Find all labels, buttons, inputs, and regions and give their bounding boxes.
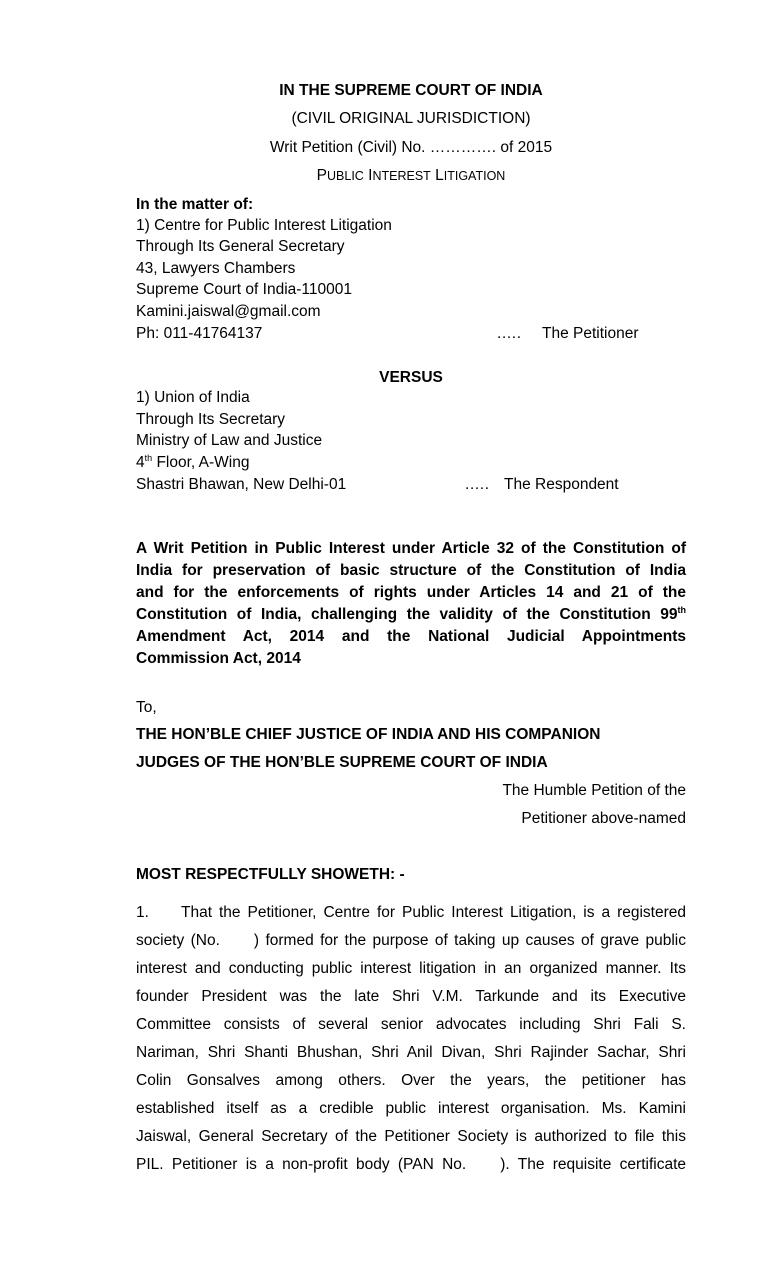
in-the-matter-label: In the matter of: (136, 196, 254, 213)
petitioner-dots: .…. (497, 325, 522, 342)
petitioner-phone: Ph: 011-41764137 (136, 325, 263, 342)
petitioner-email: Kamini.jaiswal@gmail.com (136, 303, 321, 320)
para-line: established itself as a credible public interest organisation. Ms. Kamini (136, 1100, 686, 1117)
petitioner-line: 43, Lawyers Chambers (136, 260, 296, 277)
para-number: 1. (136, 904, 149, 921)
jurisdiction: (CIVIL ORIGINAL JURISDICTION) (291, 110, 531, 127)
petition-title-line: Constitution of India, challenging the validity of the Constitution 99th (136, 604, 686, 623)
humble-petition-line: Petitioner above-named (521, 810, 686, 827)
petitioner-line: 1) Centre for Public Interest Litigation (136, 217, 392, 234)
petition-title-line: Amendment Act, 2014 and the National Judicial Appointments (136, 628, 686, 645)
petition-title-line: India for preservation of basic structure of the Constitution of India (136, 562, 686, 579)
petitioner-line: Through Its General Secretary (136, 238, 345, 255)
writ-petition-number: Writ Petition (Civil) No. …………. of 2015 (269, 139, 553, 156)
respondent-line: 1) Union of India (136, 389, 250, 406)
respondent-role: The Respondent (504, 476, 619, 493)
showeth-heading: MOST RESPECTFULLY SHOWETH: - (136, 866, 405, 883)
para-line: Committee consists of several senior advocates including Shri Fali S. (136, 1016, 686, 1033)
petitioner-line: Supreme Court of India-110001 (136, 281, 352, 298)
para-line: PIL. Petitioner is a non-profit body (PAN No. ). The requisite certificate (136, 1156, 686, 1173)
respondent-line: Ministry of Law and Justice (136, 432, 323, 449)
to-label: To, (136, 699, 157, 716)
para-line: Colin Gonsalves among others. Over the years, the petitioner has (136, 1072, 686, 1089)
respondent-floor: 4th Floor, A-Wing (136, 452, 250, 471)
para-line: That the Petitioner, Centre for Public Interest Litigation, is a registered (181, 904, 686, 921)
para-line: Nariman, Shri Shanti Bhushan, Shri Anil Divan, Shri Rajinder Sachar, Shri (136, 1044, 686, 1061)
addressee-line: JUDGES OF THE HON’BLE SUPREME COURT OF INDIA (136, 754, 548, 771)
versus-heading: VERSUS (379, 369, 443, 386)
humble-petition-line: The Humble Petition of the (502, 782, 686, 799)
respondent-dots: .…. (465, 476, 490, 493)
para-line: society (No. ) formed for the purpose of taking up causes of grave public (136, 932, 686, 949)
addressee-line: THE HON’BLE CHIEF JUSTICE OF INDIA AND HIS COMPANION (136, 726, 601, 743)
para-line: Jaiswal, General Secretary of the Petitioner Society is authorized to file this (136, 1128, 686, 1145)
petitioner-role: The Petitioner (542, 325, 639, 342)
pil-heading: PUBLIC INTEREST LITIGATION (316, 167, 506, 184)
para-line: interest and conducting public interest litigation in an organized manner. Its (136, 960, 686, 977)
respondent-address: Shastri Bhawan, New Delhi-01 (136, 476, 347, 493)
respondent-line: Through Its Secretary (136, 411, 286, 428)
court-title: IN THE SUPREME COURT OF INDIA (279, 82, 543, 99)
petition-title-line: and for the enforcements of rights under Articles 14 and 21 of the (136, 584, 686, 601)
petition-title-line: A Writ Petition in Public Interest under Article 32 of the Constitution of (136, 540, 686, 557)
para-line: founder President was the late Shri V.M. Tarkunde and its Executive (136, 988, 686, 1005)
petition-title-line: Commission Act, 2014 (136, 650, 301, 667)
